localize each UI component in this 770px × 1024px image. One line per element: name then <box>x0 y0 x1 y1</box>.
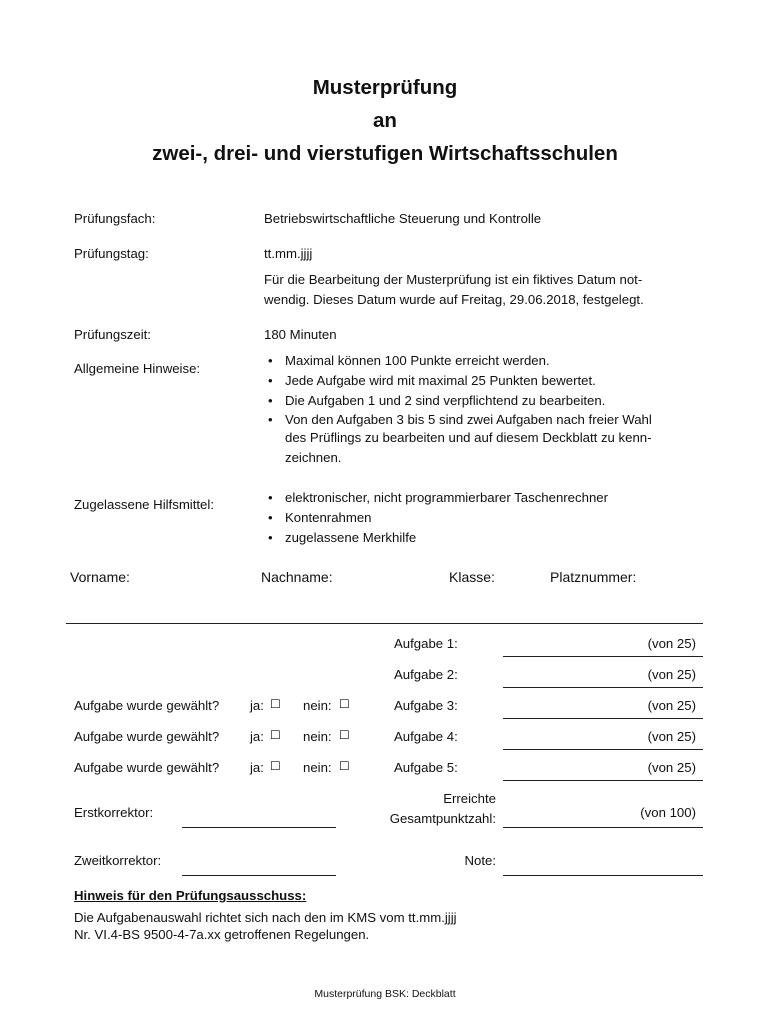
pruefungszeit-value: 180 Minuten <box>264 327 337 342</box>
aufgabe-3-ja-checkbox[interactable]: ☐ <box>270 697 281 711</box>
aufgabe-1-label: Aufgabe 1: <box>394 636 458 651</box>
page-footer: Musterprüfung BSK: Deckblatt <box>314 988 456 1000</box>
hinweise-label: Allgemeine Hinweise: <box>74 361 201 376</box>
platznummer-label: Platznummer: <box>550 569 637 585</box>
hilfsmittel-label: Zugelassene Hilfsmittel: <box>74 497 214 512</box>
hilfsmittel-item: • elektronischer, nicht programmierbarer Taschenrechner <box>264 488 608 508</box>
pruefungstag-label: Prüfungstag: <box>74 246 149 261</box>
aufgabe-5-score-field[interactable] <box>503 780 703 781</box>
klasse-label: Klasse: <box>449 569 495 585</box>
erstkorrektor-signature-field[interactable] <box>182 827 336 828</box>
gesamtpunktzahl-max: (von 100) <box>640 805 696 820</box>
pruefungstag-value: tt.mm.jjjj <box>264 246 313 261</box>
pruefungstag-note-line-2: wendig. Dieses Datum wurde auf Freitag, 29.06.2018, festgelegt. <box>264 292 644 307</box>
hinweis-item: • Jede Aufgabe wird mit maximal 25 Punkten bewertet. <box>264 371 652 391</box>
aufgabe-3-nein-checkbox[interactable]: ☐ <box>339 697 350 711</box>
gesamtpunktzahl-score-field[interactable] <box>503 827 703 828</box>
aufgabe-4-ja-label: ja: <box>250 729 264 744</box>
aufgabe-5-nein-checkbox[interactable]: ☐ <box>339 759 350 773</box>
hinweis-ausschuss-line-1: Die Aufgabenauswahl richtet sich nach den im KMS vom tt.mm.jjjj <box>74 910 457 925</box>
page-title-line-1: Musterprüfung <box>312 76 458 99</box>
aufgabe-2-max: (von 25) <box>647 667 696 682</box>
nachname-label: Nachname: <box>261 569 333 585</box>
aufgabe-5-ja-label: ja: <box>250 760 264 775</box>
aufgabe-2-label: Aufgabe 2: <box>394 667 458 682</box>
hinweis-ausschuss-heading: Hinweis für den Prüfungsausschuss: <box>74 888 307 903</box>
aufgabe-1-score-field[interactable] <box>503 656 703 657</box>
aufgabe-3-ja-label: ja: <box>250 698 264 713</box>
aufgabe-4-score-field[interactable] <box>503 749 703 750</box>
aufgabe-1-max: (von 25) <box>647 636 696 651</box>
pruefungszeit-label: Prüfungszeit: <box>74 327 151 342</box>
note-label: Note: <box>464 853 496 868</box>
pruefungstag-note-line-1: Für die Bearbeitung der Musterprüfung ist ein fiktives Datum not- <box>264 272 643 287</box>
gesamtpunktzahl-label-line-2: Gesamtpunktzahl: <box>389 811 496 826</box>
aufgabe-3-nein-label: nein: <box>303 698 332 713</box>
page-title-line-2: an <box>373 109 397 132</box>
hinweis-ausschuss-line-2: Nr. VI.4-BS 9500-4-7a.xx getroffenen Regelungen. <box>74 927 370 942</box>
hinweis-item-continuation-1: des Prüflings zu bearbeiten und auf diesem Deckblatt zu kenn- <box>285 430 652 445</box>
aufgabe-4-nein-label: nein: <box>303 729 332 744</box>
pruefungsfach-value: Betriebswirtschaftliche Steuerung und Kontrolle <box>264 211 542 226</box>
aufgabe-5-label: Aufgabe 5: <box>394 760 458 775</box>
aufgabe-5-ja-checkbox[interactable]: ☐ <box>270 759 281 773</box>
aufgabe-3-label: Aufgabe 3: <box>394 698 458 713</box>
erstkorrektor-label: Erstkorrektor: <box>74 805 154 820</box>
gesamtpunktzahl-label-line-1: Erreichte <box>443 791 496 806</box>
aufgabe-4-nein-checkbox[interactable]: ☐ <box>339 728 350 742</box>
aufgabe-3-max: (von 25) <box>647 698 696 713</box>
hilfsmittel-item: • Kontenrahmen <box>264 508 608 528</box>
aufgabe-5-max: (von 25) <box>647 760 696 775</box>
zweitkorrektor-label: Zweitkorrektor: <box>74 853 162 868</box>
aufgabe-3-choice-label: Aufgabe wurde gewählt? <box>74 698 220 713</box>
aufgabe-2-score-field[interactable] <box>503 687 703 688</box>
student-section-divider <box>66 623 703 624</box>
vorname-label: Vorname: <box>70 569 130 585</box>
hinweis-item: • Die Aufgaben 1 und 2 sind verpflichtend zu bearbeiten. <box>264 391 652 411</box>
aufgabe-4-label: Aufgabe 4: <box>394 729 458 744</box>
hinweis-item: • Von den Aufgaben 3 bis 5 sind zwei Aufgaben nach freier Wahl <box>264 410 652 430</box>
hinweis-item: • Maximal können 100 Punkte erreicht werden. <box>264 351 652 371</box>
aufgabe-3-score-field[interactable] <box>503 718 703 719</box>
aufgabe-5-choice-label: Aufgabe wurde gewählt? <box>74 760 220 775</box>
zweitkorrektor-signature-field[interactable] <box>182 875 336 876</box>
page-title-line-3: zwei-, drei- und vierstufigen Wirtschaftsschulen <box>152 142 618 165</box>
pruefungsfach-label: Prüfungsfach: <box>74 211 156 226</box>
aufgabe-4-max: (von 25) <box>647 729 696 744</box>
aufgabe-5-nein-label: nein: <box>303 760 332 775</box>
hinweis-item-continuation-2: zeichnen. <box>285 450 342 465</box>
aufgabe-4-choice-label: Aufgabe wurde gewählt? <box>74 729 220 744</box>
aufgabe-4-ja-checkbox[interactable]: ☐ <box>270 728 281 742</box>
hilfsmittel-list <box>264 488 608 547</box>
note-field[interactable] <box>503 875 703 876</box>
hinweise-list <box>264 351 652 430</box>
hilfsmittel-item: • zugelassene Merkhilfe <box>264 528 608 548</box>
